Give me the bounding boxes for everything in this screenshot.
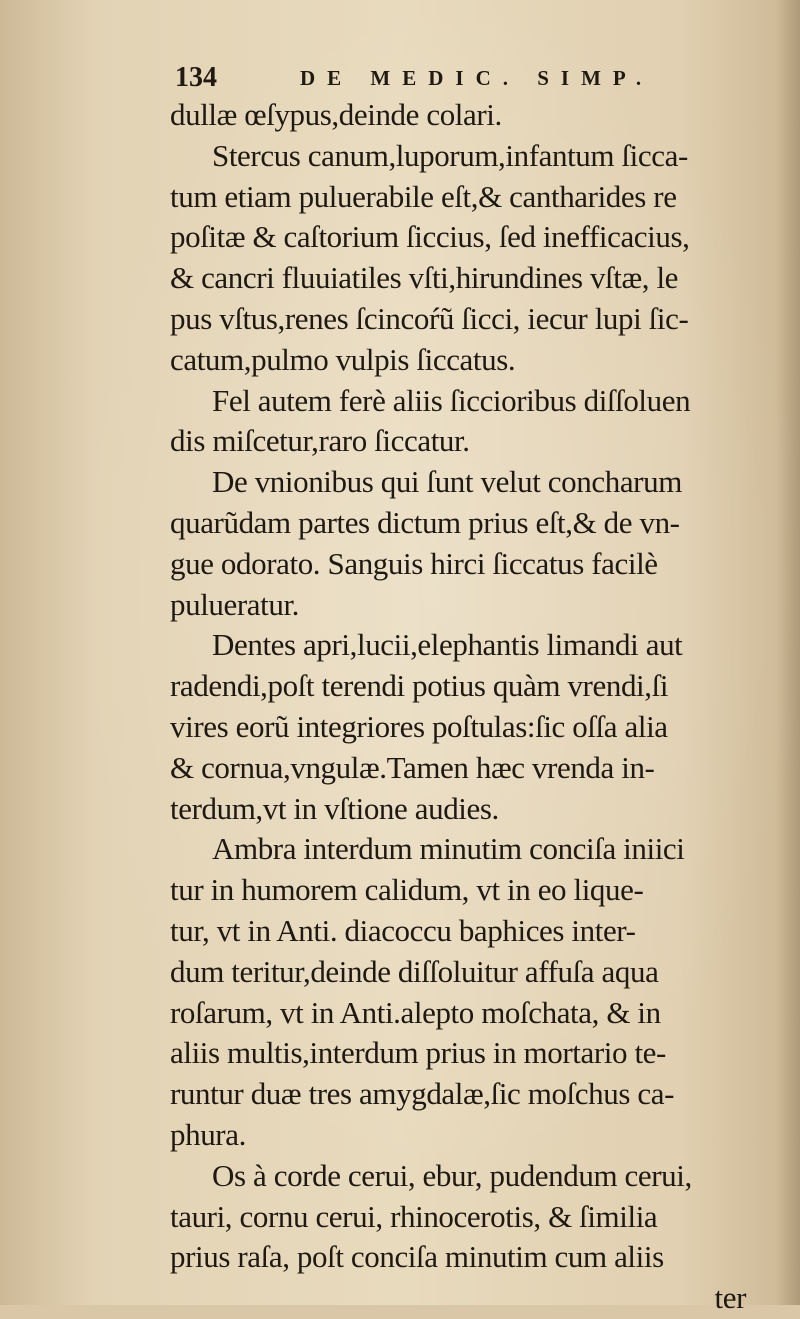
text-line: runtur duæ tres amygdalæ,ſic moſchus ca- [170, 1076, 674, 1112]
text-line: poſitæ & caſtorium ſiccius, ſed inefficacius, [170, 219, 690, 255]
text-line: Dentes apri,lucii,elephantis limandi aut [212, 627, 683, 663]
running-head: DE MEDIC. SIMP. [300, 66, 654, 90]
text-line: terdum,vt in vſtione audies. [170, 790, 499, 826]
text-line: De vnionibus qui ſunt velut concharum [212, 464, 682, 500]
text-line: dum teritur,deinde diſſoluitur affuſa aqua [170, 953, 659, 989]
page-header [175, 62, 715, 98]
text-line: prius raſa, poſt conciſa minutim cum aliis [170, 1239, 664, 1275]
text-line: pulueratur. [170, 586, 300, 622]
body-text [170, 95, 790, 1319]
text-line: catum,pulmo vulpis ſiccatus. [170, 341, 516, 377]
text-line: vires eorũ integriores poſtulas:ſic oſſa alia [170, 708, 668, 744]
catchword: ter [714, 1280, 746, 1316]
text-line: & cancri fluuiatiles vſti,hirundines vſtæ, le [170, 260, 679, 296]
text-line: pus vſtus,renes ſcincoŕũ ſicci, iecur lupi ſic- [170, 300, 689, 336]
text-line: dullæ œſypus,deinde colari. [170, 97, 502, 132]
text-line: radendi,poſt terendi potius quàm vrendi,ſi [170, 668, 669, 704]
text-line: tur, vt in Anti. diacoccu baphices inter- [170, 912, 636, 948]
text-line: roſarum, vt in Anti.alepto moſchata, & in [170, 994, 661, 1030]
text-line: Stercus canum,luporum,infantum ſicca- [212, 137, 688, 173]
text-line: phura. [170, 1116, 246, 1152]
text-line: tum etiam puluerabile eſt,& cantharides re [170, 178, 677, 214]
text-line: Os à corde cerui, ebur, pudendum cerui, [212, 1157, 692, 1193]
text-line: Fel autem ferè aliis ſiccioribus diſſoluen [212, 382, 691, 418]
text-line: dis miſcetur,raro ſiccatur. [170, 423, 470, 459]
text-line: Ambra interdum minutim conciſa iniici [212, 831, 685, 867]
text-line: tauri, cornu cerui, rhinocerotis, & ſimilia [170, 1198, 658, 1234]
page-number: 134 [175, 62, 217, 93]
text-line: gue odorato. Sanguis hirci ſiccatus facilè [170, 545, 658, 581]
text-line: aliis multis,interdum prius in mortario te- [170, 1035, 666, 1071]
text-line: quarũdam partes dictum prius eſt,& de vn- [170, 504, 680, 540]
text-line: tur in humorem calidum, vt in eo lique- [170, 872, 644, 908]
text-line: & cornua,vngulæ.Tamen hæc vrenda in- [170, 749, 655, 785]
